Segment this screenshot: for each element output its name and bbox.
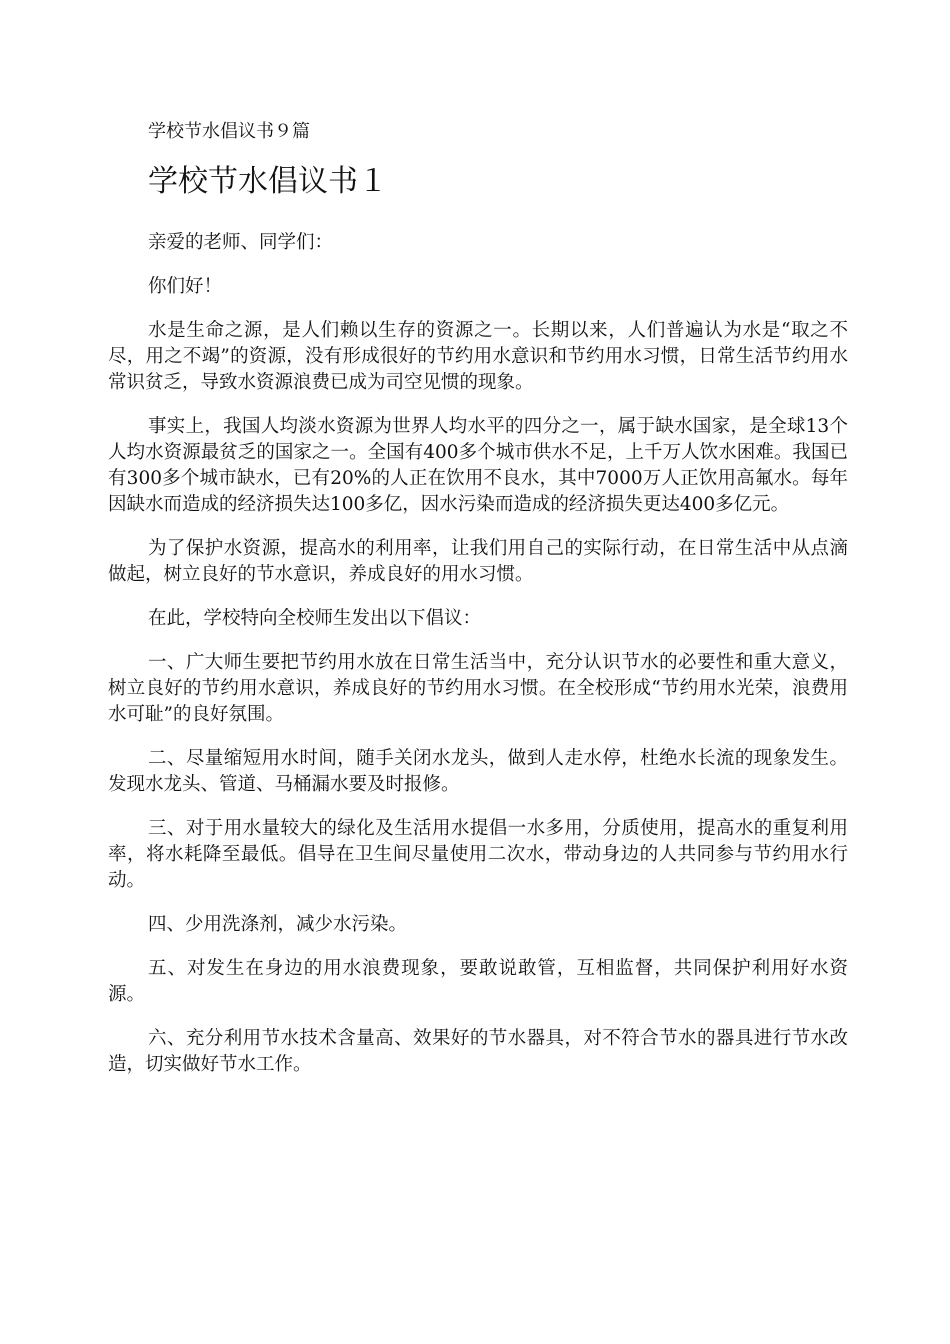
- proposal-item: 二、尽量缩短用水时间，随手关闭水龙头，做到人走水停，杜绝水长流的现象发生。发现水龙头、管道、马桶漏水要及时报修。: [108, 748, 848, 795]
- body-paragraph: 事实上，我国人均淡水资源为世界人均水平的四分之一，属于缺水国家，是全球13个人均水资源最贫乏的国家之一。全国有400多个城市供水不足，上千万人饮水困难。我国已有300多个城市缺水，已有20%的人正在饮用不良水，其中7000万人正饮用高氟水。每年因缺水而造成的经济损失达100多亿，因水污染而造成的经济损失更达400多亿元。: [108, 416, 848, 515]
- proposal-item: 六、充分利用节水技术含量高、效果好的节水器具，对不符合节水的器具进行节水改造，切实做好节水工作。: [108, 1028, 848, 1075]
- body-paragraph: 在此，学校特向全校师生发出以下倡议：: [148, 608, 482, 629]
- document-header: 学校节水倡议书９篇: [148, 121, 310, 142]
- document-title: 学校节水倡议书１: [148, 164, 388, 199]
- salutation: 亲爱的老师、同学们：: [148, 232, 334, 253]
- proposal-item: 一、广大师生要把节约用水放在日常生活当中，充分认识节水的必要性和重大意义，树立良好的节约用水意识，养成良好的节约用水习惯。在全校形成“节约用水光荣，浪费用水可耻”的良好氛围。: [108, 652, 848, 725]
- body-paragraph: 水是生命之源，是人们赖以生存的资源之一。长期以来，人们普遍认为水是“取之不尽，用之不竭”的资源，没有形成很好的节约用水意识和节约用水习惯，日常生活节约用水常识贫乏，导致水资源浪费已成为司空见惯的现象。: [108, 320, 848, 393]
- greeting: 你们好！: [148, 276, 223, 297]
- proposal-item: 五、对发生在身边的用水浪费现象，要敢说敢管，互相监督，共同保护利用好水资源。: [108, 958, 848, 1005]
- proposal-item: 三、对于用水量较大的绿化及生活用水提倡一水多用，分质使用，提高水的重复利用率，将水耗降至最低。倡导在卫生间尽量使用二次水，带动身边的人共同参与节约用水行动。: [108, 818, 848, 891]
- proposal-item: 四、少用洗涤剂，减少水污染。: [148, 914, 408, 935]
- document-body: [108, 230, 848, 1096]
- body-paragraph: 为了保护水资源，提高水的利用率，让我们用自己的实际行动，在日常生活中从点滴做起，树立良好的节水意识，养成良好的用水习惯。: [108, 538, 848, 585]
